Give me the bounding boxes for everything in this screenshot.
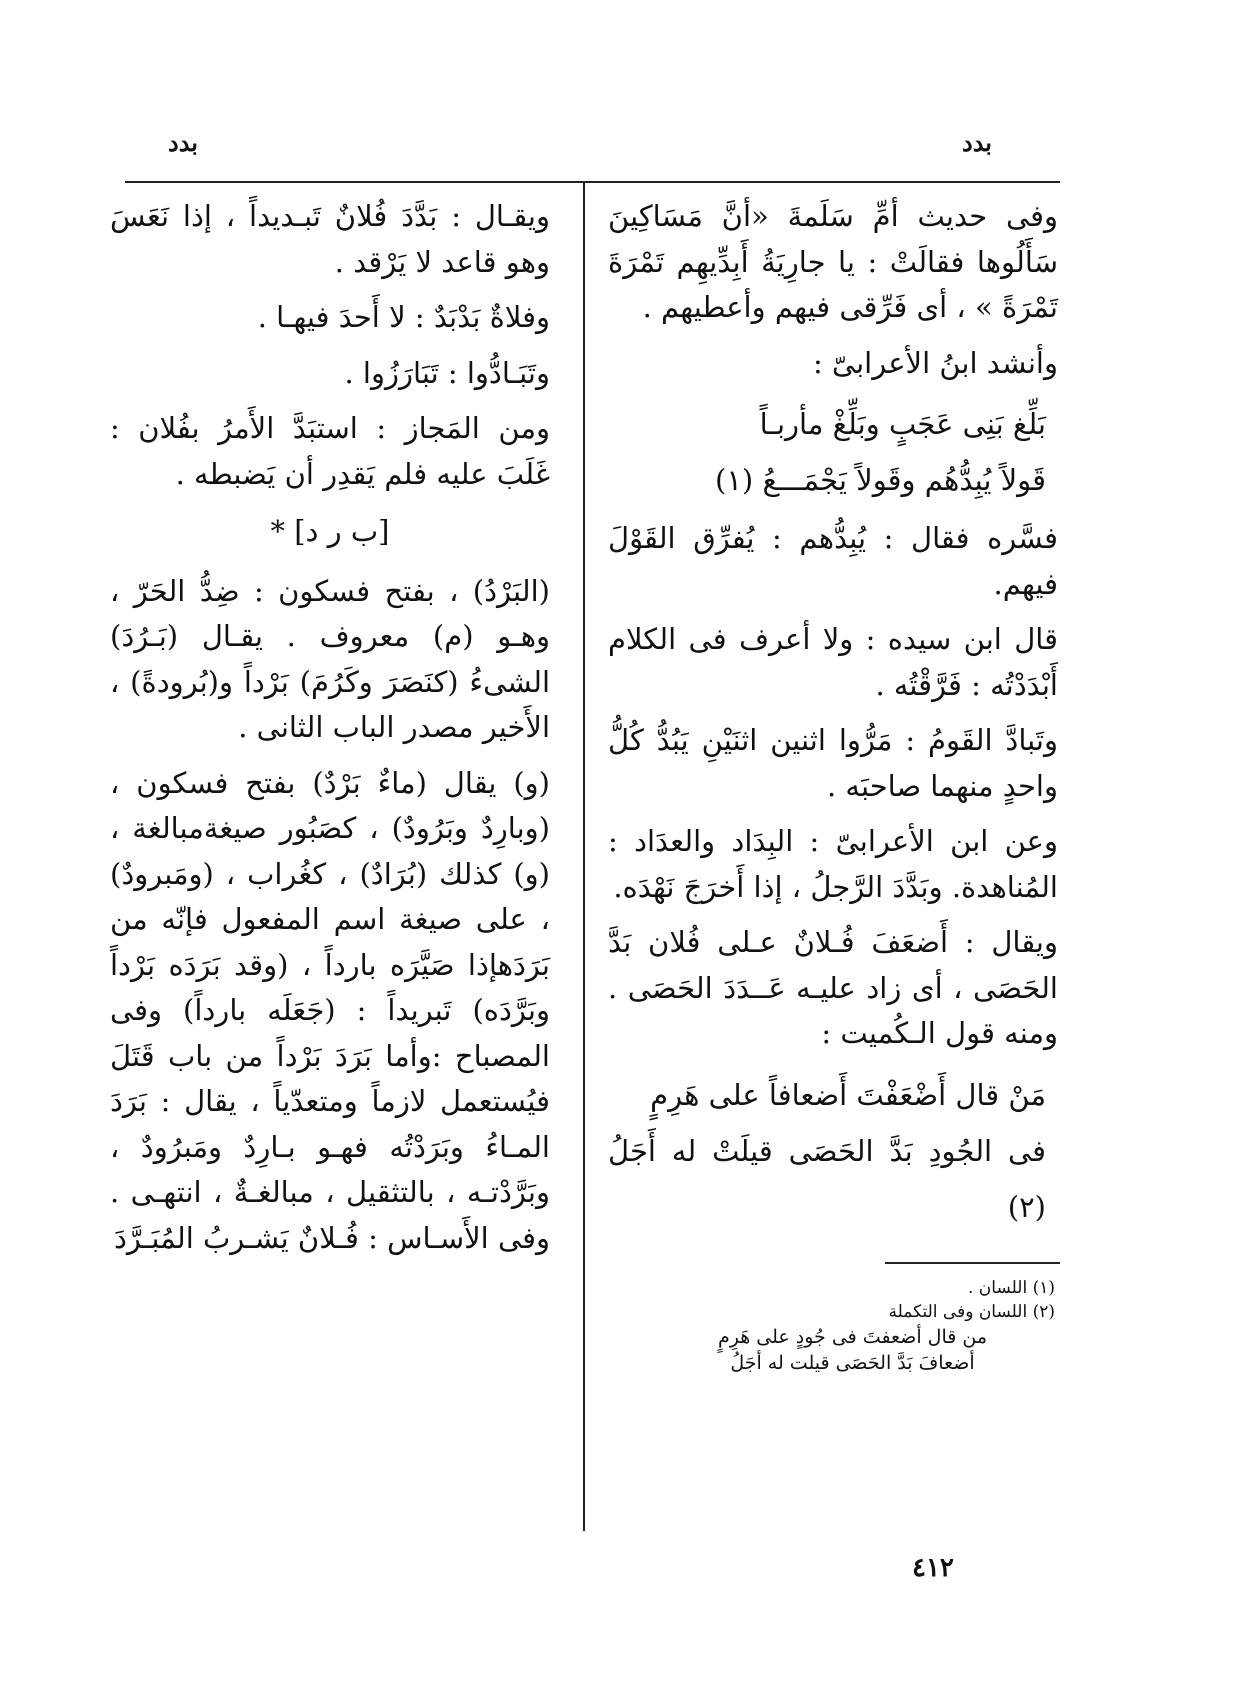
column-divider (583, 183, 585, 1531)
verse-line: فى الجُودِ بَدَّ الحَصَى قيلَتْ له أَجَلُ (٢) (608, 1133, 1046, 1224)
paragraph: ويقـال : بَدَّدَ فُلانٌ تَبـديداً ، إذا نَعَسَ وهو قاعد لا يَرْقد . (110, 199, 550, 279)
footnote-rule (885, 1262, 1060, 1264)
header-rule (125, 181, 1060, 183)
footnote-verse-line: من قال أضعفتَ فى جُودٍ على هَرِمٍ (717, 1326, 988, 1348)
footnote: (١) اللسان . (968, 1278, 1055, 1298)
footnote: (٢) اللسان وفى التكملة (888, 1302, 1055, 1322)
paragraph: وتَبَـادُّوا : تَبَارَزُوا . (344, 355, 550, 390)
verse-line: بَلِّغ بَنِى عَجَبٍ وبَلِّغْ مأربـاً (759, 407, 1046, 441)
page-number: ٤١٢ (912, 1553, 954, 1583)
running-header-left: بدد (168, 128, 198, 157)
footnote-verse-line: أضعافَ بَدَّ الحَصَى قيلت له أجَلُ (730, 1352, 975, 1374)
paragraph: ويقال : أَضعَفَ فُـلانٌ عـلى فُلان بَدَّ الحَصَى ، أى زاد عليـه عَــدَدَ الحَصَى . ومنه قول الـكُميت : (608, 925, 1058, 1050)
paragraph: قال ابن سيده : ولا أعرف فى الكلام أَبْدَدْتُه : فَرَّقْتُه . (608, 622, 1058, 702)
left-column (110, 194, 550, 1271)
paragraph: وفلاةٌ بَدْبَدٌ : لا أَحدَ فيهـا . (257, 300, 550, 334)
paragraph: وتَبادَّ القَومُ : مَرُّوا اثنين اثنَيْنِ يَبُدُّ كُلُّ واحدٍ منهما صاحبَه . (608, 723, 1058, 803)
paragraph: وعن ابن الأعرابىّ : البِدَاد والعدَاد : المُناهدة. وبَدَّدَ الرَّجلُ ، إذا أَخرَجَ نَهْدَه. (608, 824, 1058, 904)
entry-heading: [ب ر د] * (270, 514, 390, 548)
verse-block (608, 396, 1058, 508)
right-column (608, 194, 1058, 1243)
footnotes (650, 1276, 1055, 1376)
paragraph: (و) يقال (ماءٌ بَرْدٌ) بفتح فسكون ، (وبارِدٌ وبَرُودٌ) ، كصَبُور صيغةمبالغة ، (و) كذلك (بُرَادٌ) ، كغُراب ، (ومَبرودٌ) ، على صيغة اسم المفعول فإنّه من بَرَدَهإذا صَيَّرَه بارداً ، (وقد بَرَدَه بَرْداً وبَرَّدَه) تَبريداً : (جَعَلَه بارداً) وفى المصباح :وأما بَرَدَ بَرْداً من باب قَتَلَ فيُستعمل لازماً ومتعدّياً ، يقال : بَرَدَ المـاءُ وبَرَدْتُه فهـو بـارِدٌ ومَبرُودٌ ، وبَرَّدْتـه ، بالتثقيل ، مبالغـةٌ ، انتهـى . وفى الأَسـاس : فُـلانٌ يَشـربُ المُبَـرَّدَ (110, 765, 550, 1255)
paragraph: وفى حديث أمِّ سَلَمةَ «أنَّ مَسَاكِينَ سَأَلُوها فقالَتْ : يا جارِيَةُ أَبِدِّيهِم تَمْرَةَ تَمْرَةً » ، أى فَرِّقى فيهم وأعطيهم . (608, 199, 1058, 324)
running-header-right: بدد (962, 128, 992, 157)
paragraph: ومن المَجاز : استبَدَّ الأَمرُ بفُلان : غَلَبَ عليه فلم يَقدِر أن يَضبطه . (110, 411, 550, 491)
paragraph: فسَّره فقال : يُبِدُّهم : يُفرِّق القَوْلَ فيهم. (608, 521, 1058, 601)
paragraph: وأنشد ابنُ الأعرابىّ : (812, 345, 1058, 380)
verse-line: قَولاً يُبِدُّهُم وقَولاً يَجْمَـــعُ (١) (715, 463, 1046, 497)
verse-line: مَنْ قال أَضْعَفْتَ أَضعافاً على هَرِمٍ (650, 1077, 1046, 1112)
paragraph: (البَرْدُ) ، بفتح فسكون : ضِدُّ الحَرّ ، وهـو (م) معروف . يقـال (بَـرُدَ) الشىءُ (كنَصَرَ وكَرُمَ) بَرْداً و(بُرودةً) ، الأَخير مصدر الباب الثانى . (110, 573, 550, 744)
verse-block (608, 1067, 1058, 1235)
